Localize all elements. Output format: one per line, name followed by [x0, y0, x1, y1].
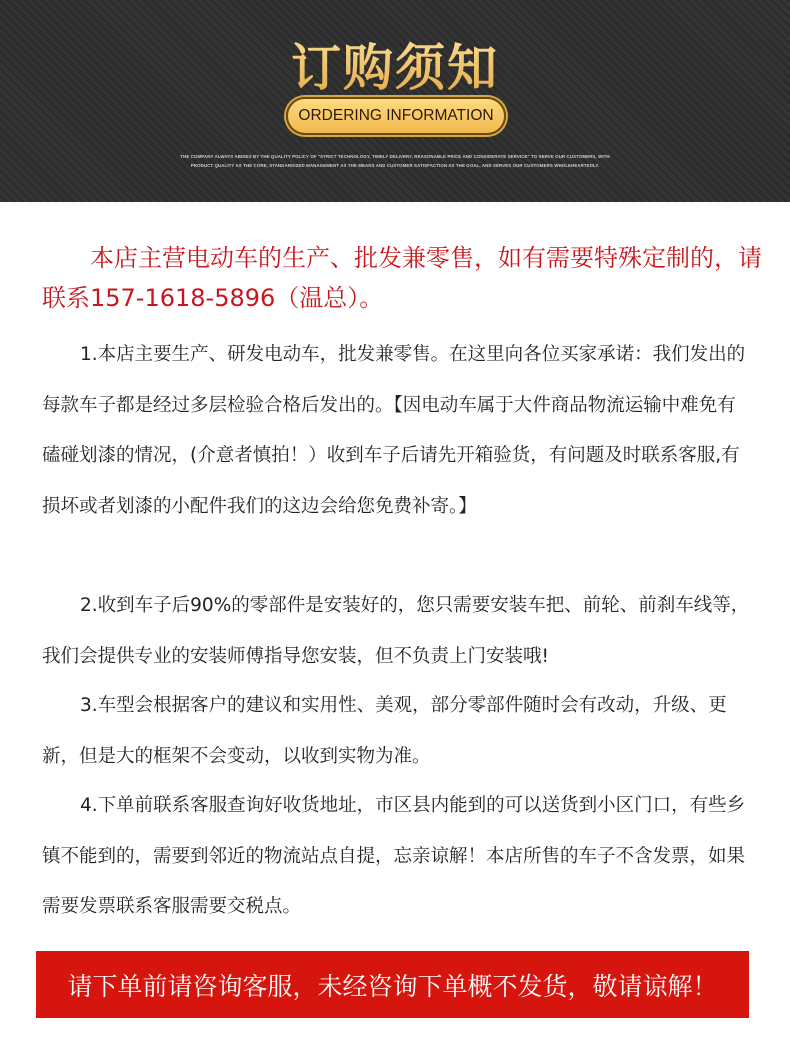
- terms-paragraph-3: 3.车型会根据客户的建议和实用性、美观，部分零部件随时会有改动，升级、更新，但是大的框架不会变动，以收到实物为准。: [42, 695, 727, 767]
- fine-print-line-2: PRODUCT QUALITY AS THE CORE, STANDARDIZED MANAGEMENT AS THE MEANS AND CUSTOMER SATISFACTION AS THE GOAL, AND SERVES OUR CUSTOMERS WHOLEHEARTEDLY.: [190, 163, 600, 168]
- header-banner: [0, 0, 790, 202]
- page-title: 订购须知: [0, 28, 790, 100]
- terms-paragraph-2: 2.收到车子后90%的零部件是安装好的，您只需要安装车把、前轮、前刹车线等，我们会提供专业的安装师傅指导您安装，但不负责上门安装哦!: [42, 595, 750, 667]
- fine-print-line-1: THE COMPANY ALWAYS ABIDES BY THE QUALITY POLICY OF "STRICT TECHNOLOGY, TIMELY DELIVERY, REASONABLE PRICE AND CONSIDERATE SERVICE" TO SERVE OUR CUSTOMERS, WITH: [180, 154, 610, 159]
- terms-paragraph-1: 1.本店主要生产、研发电动车，批发兼零售。在这里向各位买家承诺：我们发出的每款车子都是经过多层检验合格后发出的。【因电动车属于大件商品物流运输中难免有磕碰划漆的情况，(介意者慎拍！）收到车子后请先开箱验货，有问题及时联系客服,有损坏或者划漆的小配件我们的这边会给您免费补寄。】: [42, 344, 746, 517]
- terms-paragraph-4: 4.下单前联系客服查询好收货地址，市区县内能到的可以送货到小区门口，有些乡镇不能到的，需要到邻近的物流站点自提，忘亲谅解！本店所售的车子不含发票，如果需要发票联系客服需要交税点。: [42, 795, 746, 917]
- subtitle-badge: ORDERING INFORMATION: [286, 97, 506, 135]
- contact-notice: 本店主营电动车的生产、批发兼零售，如有需要特殊定制的，请联系157-1618-5896（温总）。: [42, 244, 762, 312]
- warning-banner: 请下单前请咨询客服，未经咨询下单概不发货，敬请谅解！: [36, 951, 749, 1018]
